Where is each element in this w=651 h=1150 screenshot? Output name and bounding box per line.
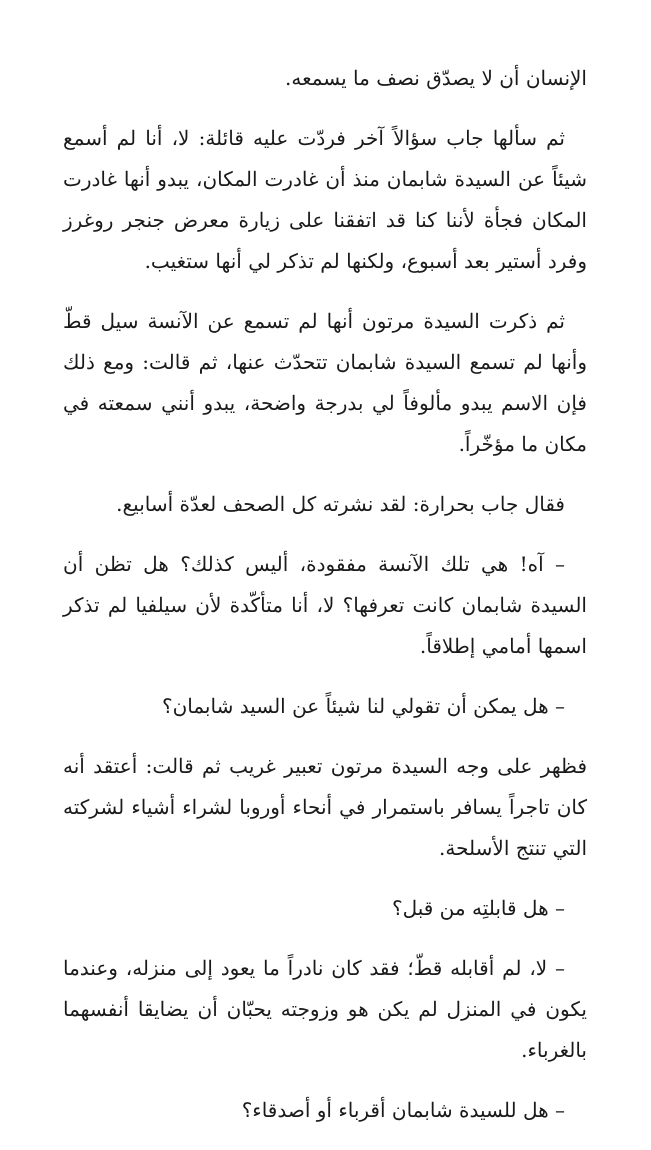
paragraph-1: الإنسان أن لا يصدّق نصف ما يسمعه. (285, 66, 587, 90)
paragraph-3: ثم ذكرت السيدة مرتون أنها لم تسمع عن الآنسة سيل قطّ وأنها لم تسمع السيدة شابمان تتحدّث عنها، ثم قالت: ومع ذلك فإن الاسم يبدو مألوفاً لي بدرجة واضحة، يبدو أنني سمعته في مكان ما مؤخّراً. (63, 309, 587, 456)
paragraph-8: – هل قابلتِه من قبل؟ (391, 896, 565, 920)
paragraph-10: – هل للسيدة شابمان أقرباء أو أصدقاء؟ (241, 1098, 565, 1122)
paragraph-7: فظهر على وجه السيدة مرتون تعبير غريب ثم قالت: أعتقد أنه كان تاجراً يسافر باستمرار في أنحاء أوروبا لشراء أشياء لشركته التي تنتج الأسلحة. (63, 754, 587, 860)
paragraph-4: فقال جاب بحرارة: لقد نشرته كل الصحف لعدّة أسابيع. (116, 492, 565, 516)
book-page (63, 58, 587, 1150)
paragraph-9: – لا، لم أقابله قطّ؛ فقد كان نادراً ما يعود إلى منزله، وعندما يكون في المنزل لم يكن هو وزوجته يحبّان أن يضايقا أنفسهما بالغرباء. (63, 956, 587, 1062)
paragraph-2: ثم سألها جاب سؤالاً آخر فردّت عليه قائلة: لا، أنا لم أسمع شيئاً عن السيدة شابمان منذ أن غادرت المكان، يبدو أنها غادرت المكان فجأة لأننا كنا قد اتفقنا على زيارة معرض جنجر روغرز وفرد أستير بعد أسبوع، ولكنها لم تذكر لي أنها ستغيب. (63, 126, 587, 273)
paragraph-6: – هل يمكن أن تقولي لنا شيئاً عن السيد شابمان؟ (161, 694, 565, 718)
paragraph-5: – آه! هي تلك الآنسة مفقودة، أليس كذلك؟ هل تظن أن السيدة شابمان كانت تعرفها؟ لا، أنا متأكّدة لأن سيلفيا لم تذكر اسمها أمامي إطلاقاً. (63, 552, 587, 658)
